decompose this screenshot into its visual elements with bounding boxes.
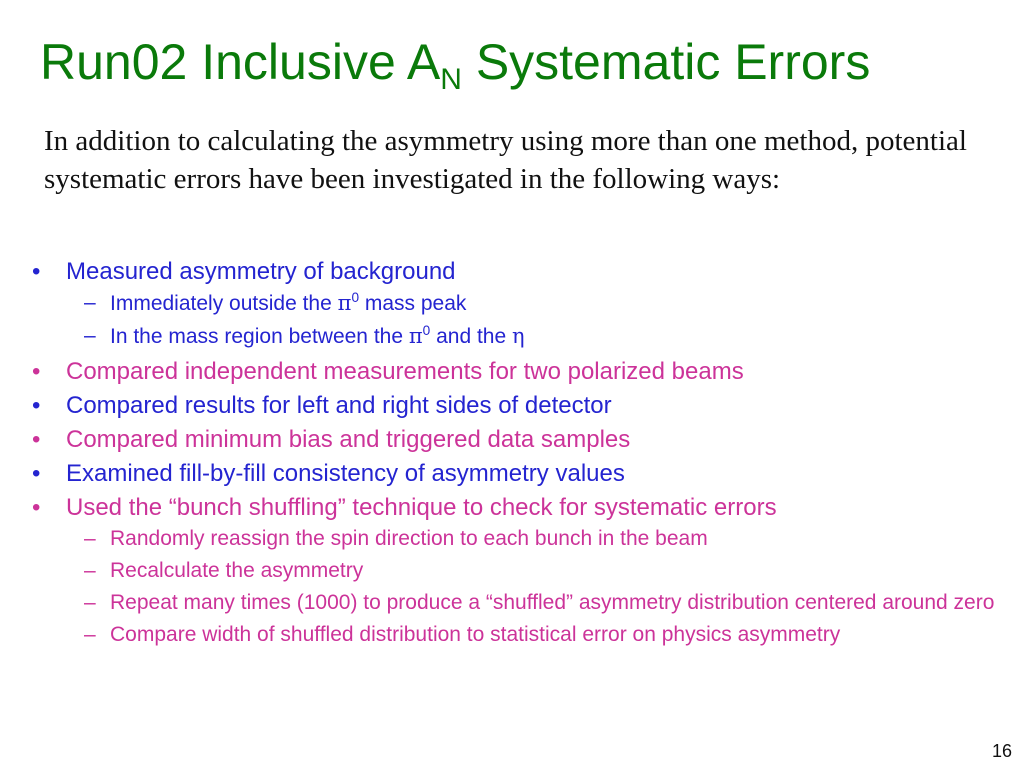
sub-bullet-item xyxy=(28,623,998,647)
superscript-zero: 0 xyxy=(351,290,360,305)
page-number: 16 xyxy=(991,741,1012,761)
pi-symbol: π xyxy=(337,291,352,315)
sub-bullet-text: Immediately outside the xyxy=(110,292,338,315)
title-tail: Systematic Errors xyxy=(461,34,871,90)
bullet-item xyxy=(28,459,998,489)
sub-bullet-mark: – xyxy=(84,623,96,646)
sub-bullet-item xyxy=(28,324,998,349)
sub-bullet-text: Randomly reassign the spin direction to each bunch in the beam xyxy=(110,527,708,550)
sub-bullet-item xyxy=(28,559,998,583)
bullet-mark: • xyxy=(32,494,41,521)
bullet-text: Compared minimum bias and triggered data samples xyxy=(66,426,631,453)
bullet-mark: • xyxy=(32,460,41,487)
bullet-text: Compared independent measurements for two polarized beams xyxy=(66,358,744,385)
bullet-mark: • xyxy=(32,258,41,285)
bullet-text: Compared results for left and right sides of detector xyxy=(66,392,612,419)
title-main: Run02 Inclusive A xyxy=(40,34,441,90)
sub-bullet-text-mid: and the xyxy=(430,325,512,348)
sub-bullet-text-tail: mass peak xyxy=(359,292,467,315)
bullet-item xyxy=(28,493,998,523)
bullet-list xyxy=(28,257,998,655)
title-subscript: N xyxy=(440,63,462,96)
bullet-text: Examined fill-by-fill consistency of asymmetry values xyxy=(66,460,625,487)
sub-bullet-mark: – xyxy=(84,291,96,314)
bullet-item xyxy=(28,357,998,387)
sub-bullet-mark: – xyxy=(84,559,96,582)
sub-bullet-mark: – xyxy=(84,527,96,550)
sub-bullet-text: Recalculate the asymmetry xyxy=(110,559,364,582)
eta-symbol: η xyxy=(512,324,525,348)
sub-bullet-item xyxy=(28,527,998,551)
slide-title xyxy=(40,30,1000,102)
bullet-item xyxy=(28,425,998,455)
bullet-item xyxy=(28,257,998,287)
sub-bullet-item xyxy=(28,291,998,316)
bullet-mark: • xyxy=(32,358,41,385)
bullet-text: Used the “bunch shuffling” technique to check for systematic errors xyxy=(66,494,777,521)
sub-bullet-text: Repeat many times (1000) to produce a “shuffled” asymmetry distribution centered around zero xyxy=(110,591,995,614)
sub-bullet-text: In the mass region between the xyxy=(110,325,409,348)
bullet-mark: • xyxy=(32,392,41,419)
bullet-item xyxy=(28,391,998,421)
sub-bullet-item xyxy=(28,591,998,615)
bullet-text: Measured asymmetry of background xyxy=(66,258,456,285)
sub-bullet-mark: – xyxy=(84,324,96,347)
bullet-mark: • xyxy=(32,426,41,453)
sub-bullet-text: Compare width of shuffled distribution to statistical error on physics asymmetry xyxy=(110,623,841,646)
superscript-zero: 0 xyxy=(422,323,431,338)
intro-paragraph: In addition to calculating the asymmetry using more than one method, potential systematic errors have been investigated in the following ways: xyxy=(44,125,967,195)
sub-bullet-mark: – xyxy=(84,591,96,614)
pi-symbol: π xyxy=(408,324,423,348)
